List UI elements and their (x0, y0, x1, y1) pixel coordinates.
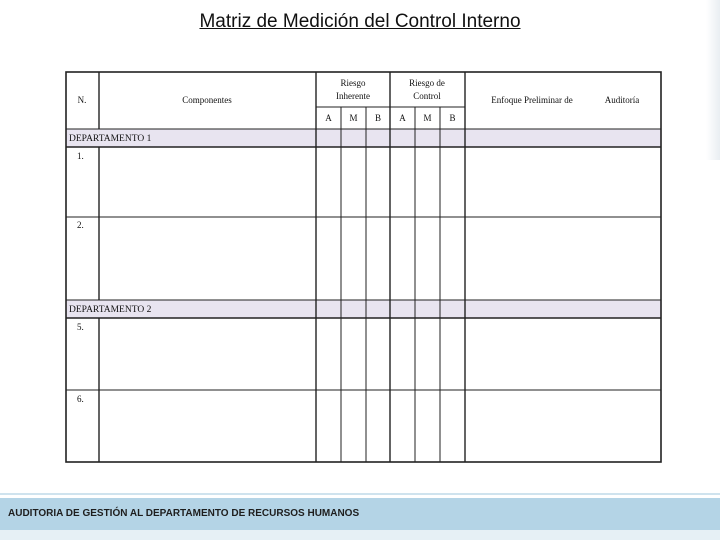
department-2-label: DEPARTAMENTO 2 (69, 305, 152, 315)
header-control-b: B (449, 113, 456, 123)
header-control-m: M (423, 113, 432, 123)
row-number: 5. (77, 322, 84, 332)
header-n: N. (77, 95, 87, 105)
department-row-2-shade (66, 300, 661, 318)
header-inherente-m: M (349, 113, 358, 123)
header-inherente-b: B (374, 113, 382, 123)
department-row-1-shade (66, 129, 661, 147)
row-number: 1. (77, 151, 84, 161)
header-riesgo-inherente-2: Inherente (336, 91, 370, 101)
header-auditoria: Auditoría (604, 95, 640, 105)
header-riesgo-inherente-1: Riesgo (340, 78, 366, 88)
header-inherente-a: A (325, 113, 332, 123)
header-riesgo-control-1: Riesgo de (409, 78, 445, 88)
header-enfoque: Enfoque Preliminar de (491, 95, 573, 105)
page-title: Matriz de Medición del Control Interno (199, 11, 521, 32)
header-componentes: Componentes (182, 95, 232, 105)
department-1-label: DEPARTAMENTO 1 (69, 134, 152, 144)
footer-bottom-strip (0, 530, 720, 540)
row-number: 2. (77, 220, 84, 230)
header-control-a: A (399, 113, 406, 123)
header-riesgo-control-2: Control (413, 91, 441, 101)
footer-title: AUDITORIA DE GESTIÓN AL DEPARTAMENTO DE RECURSOS HUMANOS (8, 508, 360, 519)
row-number: 6. (77, 394, 84, 404)
